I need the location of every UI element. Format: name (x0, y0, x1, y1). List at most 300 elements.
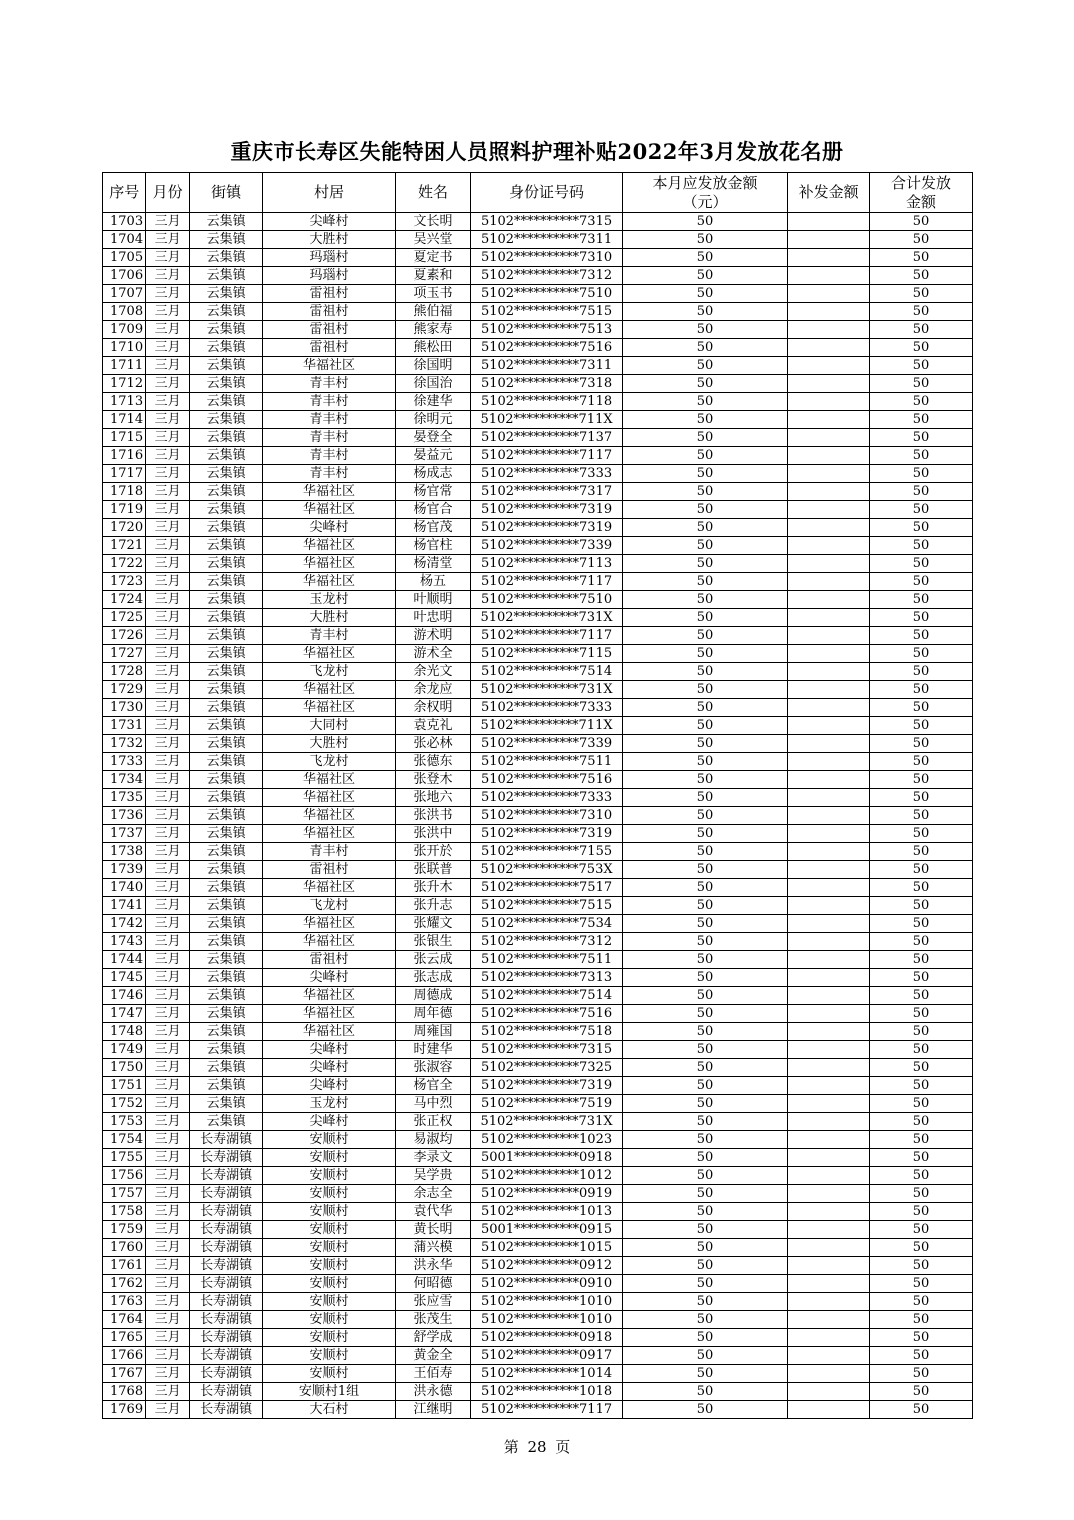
month-cell: 三月 (146, 1329, 189, 1347)
village-cell: 青丰村 (263, 411, 395, 429)
id-number-cell: 5102**********1012 (471, 1167, 622, 1185)
serial-cell: 1750 (103, 1059, 146, 1077)
month-cell: 三月 (146, 771, 189, 789)
town-cell: 长寿湖镇 (189, 1149, 263, 1167)
total-amount-cell: 50 (870, 213, 973, 231)
monthly-amount-cell: 50 (622, 1077, 788, 1095)
town-cell: 云集镇 (189, 483, 263, 501)
table-row (103, 249, 973, 267)
month-cell: 三月 (146, 1095, 189, 1113)
month-cell: 三月 (146, 969, 189, 987)
id-number-cell: 5102**********7511 (471, 753, 622, 771)
monthly-amount-cell: 50 (622, 807, 788, 825)
village-cell: 雷祖村 (263, 951, 395, 969)
id-number-cell: 5102**********7319 (471, 501, 622, 519)
table-row (103, 1041, 973, 1059)
serial-cell: 1767 (103, 1365, 146, 1383)
town-cell: 云集镇 (189, 627, 263, 645)
table-row (103, 1365, 973, 1383)
monthly-amount-cell: 50 (622, 573, 788, 591)
monthly-amount-cell: 50 (622, 681, 788, 699)
id-number-cell: 5102**********1010 (471, 1293, 622, 1311)
name-cell: 余志全 (395, 1185, 471, 1203)
monthly-amount-cell: 50 (622, 969, 788, 987)
village-cell: 青丰村 (263, 393, 395, 411)
total-amount-cell: 50 (870, 393, 973, 411)
total-amount-cell: 50 (870, 1077, 973, 1095)
supplement-amount-cell (788, 645, 870, 663)
header-cell-name: 姓名 (395, 173, 471, 213)
village-cell: 安顺村 (263, 1329, 395, 1347)
supplement-amount-cell (788, 843, 870, 861)
id-number-cell: 5102**********731X (471, 681, 622, 699)
village-cell: 华福社区 (263, 555, 395, 573)
village-cell: 安顺村 (263, 1221, 395, 1239)
town-cell: 云集镇 (189, 933, 263, 951)
table-row (103, 1383, 973, 1401)
town-cell: 长寿湖镇 (189, 1401, 263, 1419)
town-cell: 云集镇 (189, 267, 263, 285)
total-amount-cell: 50 (870, 411, 973, 429)
town-cell: 云集镇 (189, 213, 263, 231)
village-cell: 华福社区 (263, 1023, 395, 1041)
serial-cell: 1733 (103, 753, 146, 771)
town-cell: 云集镇 (189, 339, 263, 357)
month-cell: 三月 (146, 591, 189, 609)
month-cell: 三月 (146, 1149, 189, 1167)
header-cell-supplement-amount: 补发金额 (788, 173, 870, 213)
monthly-amount-cell: 50 (622, 231, 788, 249)
name-cell: 叶忠明 (395, 609, 471, 627)
total-amount-cell: 50 (870, 1293, 973, 1311)
town-cell: 云集镇 (189, 969, 263, 987)
total-amount-cell: 50 (870, 1167, 973, 1185)
total-amount-cell: 50 (870, 537, 973, 555)
town-cell: 云集镇 (189, 1059, 263, 1077)
name-cell: 夏素和 (395, 267, 471, 285)
village-cell: 尖峰村 (263, 1077, 395, 1095)
id-number-cell: 5102**********7515 (471, 303, 622, 321)
month-cell: 三月 (146, 843, 189, 861)
monthly-amount-cell: 50 (622, 897, 788, 915)
serial-cell: 1755 (103, 1149, 146, 1167)
supplement-amount-cell (788, 375, 870, 393)
village-cell: 华福社区 (263, 573, 395, 591)
village-cell: 青丰村 (263, 375, 395, 393)
month-cell: 三月 (146, 1347, 189, 1365)
table-row (103, 519, 973, 537)
town-cell: 长寿湖镇 (189, 1365, 263, 1383)
month-cell: 三月 (146, 483, 189, 501)
header-cell-total-amount: 合计发放 金额 (870, 173, 973, 213)
total-amount-cell: 50 (870, 951, 973, 969)
id-number-cell: 5102**********0912 (471, 1257, 622, 1275)
header-cell-village: 村居 (263, 173, 395, 213)
monthly-amount-cell: 50 (622, 465, 788, 483)
total-amount-cell: 50 (870, 267, 973, 285)
village-cell: 尖峰村 (263, 969, 395, 987)
name-cell: 易淑均 (395, 1131, 471, 1149)
town-cell: 长寿湖镇 (189, 1167, 263, 1185)
total-amount-cell: 50 (870, 609, 973, 627)
id-number-cell: 5102**********7517 (471, 879, 622, 897)
total-amount-cell: 50 (870, 285, 973, 303)
table-row (103, 933, 973, 951)
serial-cell: 1717 (103, 465, 146, 483)
name-cell: 张登木 (395, 771, 471, 789)
monthly-amount-cell: 50 (622, 789, 788, 807)
village-cell: 青丰村 (263, 843, 395, 861)
monthly-amount-cell: 50 (622, 1347, 788, 1365)
total-amount-cell: 50 (870, 897, 973, 915)
village-cell: 玛瑙村 (263, 249, 395, 267)
serial-cell: 1768 (103, 1383, 146, 1401)
id-number-cell: 5102**********7117 (471, 573, 622, 591)
monthly-amount-cell: 50 (622, 339, 788, 357)
total-amount-cell: 50 (870, 591, 973, 609)
total-amount-cell: 50 (870, 645, 973, 663)
monthly-amount-cell: 50 (622, 843, 788, 861)
name-cell: 吴学贵 (395, 1167, 471, 1185)
table-row (103, 213, 973, 231)
month-cell: 三月 (146, 555, 189, 573)
serial-cell: 1763 (103, 1293, 146, 1311)
supplement-amount-cell (788, 483, 870, 501)
table-row (103, 1203, 973, 1221)
village-cell: 飞龙村 (263, 897, 395, 915)
month-cell: 三月 (146, 375, 189, 393)
table-row (103, 951, 973, 969)
monthly-amount-cell: 50 (622, 447, 788, 465)
serial-cell: 1711 (103, 357, 146, 375)
monthly-amount-cell: 50 (622, 627, 788, 645)
month-cell: 三月 (146, 627, 189, 645)
table-row (103, 609, 973, 627)
village-cell: 雷祖村 (263, 303, 395, 321)
id-number-cell: 5102**********7519 (471, 1095, 622, 1113)
village-cell: 安顺村 (263, 1347, 395, 1365)
id-number-cell: 5102**********7313 (471, 969, 622, 987)
id-number-cell: 5102**********7315 (471, 1041, 622, 1059)
monthly-amount-cell: 50 (622, 1329, 788, 1347)
serial-cell: 1714 (103, 411, 146, 429)
name-cell: 夏定书 (395, 249, 471, 267)
town-cell: 云集镇 (189, 609, 263, 627)
supplement-amount-cell (788, 393, 870, 411)
monthly-amount-cell: 50 (622, 1383, 788, 1401)
total-amount-cell: 50 (870, 447, 973, 465)
monthly-amount-cell: 50 (622, 375, 788, 393)
serial-cell: 1727 (103, 645, 146, 663)
village-cell: 大石村 (263, 1401, 395, 1419)
month-cell: 三月 (146, 1113, 189, 1131)
total-amount-cell: 50 (870, 1221, 973, 1239)
supplement-amount-cell (788, 915, 870, 933)
id-number-cell: 5102**********7315 (471, 213, 622, 231)
town-cell: 长寿湖镇 (189, 1275, 263, 1293)
monthly-amount-cell: 50 (622, 663, 788, 681)
total-amount-cell: 50 (870, 753, 973, 771)
total-amount-cell: 50 (870, 1095, 973, 1113)
village-cell: 雷祖村 (263, 339, 395, 357)
town-cell: 云集镇 (189, 555, 263, 573)
table-row (103, 1131, 973, 1149)
month-cell: 三月 (146, 645, 189, 663)
serial-cell: 1724 (103, 591, 146, 609)
name-cell: 王佰寿 (395, 1365, 471, 1383)
supplement-amount-cell (788, 303, 870, 321)
village-cell: 安顺村 (263, 1185, 395, 1203)
supplement-amount-cell (788, 609, 870, 627)
monthly-amount-cell: 50 (622, 393, 788, 411)
total-amount-cell: 50 (870, 1365, 973, 1383)
table-row (103, 627, 973, 645)
town-cell: 云集镇 (189, 735, 263, 753)
month-cell: 三月 (146, 1203, 189, 1221)
id-number-cell: 5102**********7113 (471, 555, 622, 573)
id-number-cell: 5001**********0915 (471, 1221, 622, 1239)
table-row (103, 879, 973, 897)
town-cell: 长寿湖镇 (189, 1239, 263, 1257)
table-row (103, 1221, 973, 1239)
town-cell: 云集镇 (189, 645, 263, 663)
month-cell: 三月 (146, 267, 189, 285)
name-cell: 黄长明 (395, 1221, 471, 1239)
total-amount-cell: 50 (870, 339, 973, 357)
month-cell: 三月 (146, 249, 189, 267)
month-cell: 三月 (146, 663, 189, 681)
supplement-amount-cell (788, 213, 870, 231)
total-amount-cell: 50 (870, 1257, 973, 1275)
supplement-amount-cell (788, 1239, 870, 1257)
name-cell: 徐明元 (395, 411, 471, 429)
supplement-amount-cell (788, 969, 870, 987)
document-title: 重庆市长寿区失能特困人员照料护理补贴2022年3月发放花名册 (230, 139, 844, 164)
town-cell: 云集镇 (189, 897, 263, 915)
serial-cell: 1726 (103, 627, 146, 645)
serial-cell: 1745 (103, 969, 146, 987)
id-number-cell: 5102**********1014 (471, 1365, 622, 1383)
total-amount-cell: 50 (870, 825, 973, 843)
village-cell: 华福社区 (263, 537, 395, 555)
id-number-cell: 5102**********0919 (471, 1185, 622, 1203)
name-cell: 张耀文 (395, 915, 471, 933)
supplement-amount-cell (788, 1347, 870, 1365)
name-cell: 张洪中 (395, 825, 471, 843)
village-cell: 飞龙村 (263, 663, 395, 681)
supplement-amount-cell (788, 465, 870, 483)
town-cell: 长寿湖镇 (189, 1311, 263, 1329)
table-row (103, 1113, 973, 1131)
total-amount-cell: 50 (870, 627, 973, 645)
month-cell: 三月 (146, 1077, 189, 1095)
month-cell: 三月 (146, 1059, 189, 1077)
serial-cell: 1725 (103, 609, 146, 627)
village-cell: 玛瑙村 (263, 267, 395, 285)
name-cell: 晏登全 (395, 429, 471, 447)
monthly-amount-cell: 50 (622, 915, 788, 933)
id-number-cell: 5102**********711X (471, 717, 622, 735)
supplement-amount-cell (788, 447, 870, 465)
name-cell: 杨官全 (395, 1077, 471, 1095)
name-cell: 张茂生 (395, 1311, 471, 1329)
table-row (103, 987, 973, 1005)
total-amount-cell: 50 (870, 1383, 973, 1401)
total-amount-cell: 50 (870, 1401, 973, 1419)
village-cell: 青丰村 (263, 447, 395, 465)
table-row (103, 1023, 973, 1041)
serial-cell: 1706 (103, 267, 146, 285)
table-row (103, 699, 973, 717)
month-cell: 三月 (146, 429, 189, 447)
village-cell: 飞龙村 (263, 753, 395, 771)
serial-cell: 1723 (103, 573, 146, 591)
monthly-amount-cell: 50 (622, 735, 788, 753)
serial-cell: 1751 (103, 1077, 146, 1095)
month-cell: 三月 (146, 1401, 189, 1419)
total-amount-cell: 50 (870, 321, 973, 339)
month-cell: 三月 (146, 933, 189, 951)
table-row (103, 321, 973, 339)
total-amount-cell: 50 (870, 1005, 973, 1023)
month-cell: 三月 (146, 1185, 189, 1203)
supplement-amount-cell (788, 879, 870, 897)
table-row (103, 717, 973, 735)
table-row (103, 1059, 973, 1077)
supplement-amount-cell (788, 573, 870, 591)
town-cell: 长寿湖镇 (189, 1221, 263, 1239)
monthly-amount-cell: 50 (622, 645, 788, 663)
town-cell: 云集镇 (189, 429, 263, 447)
town-cell: 长寿湖镇 (189, 1203, 263, 1221)
id-number-cell: 5102**********7510 (471, 285, 622, 303)
town-cell: 云集镇 (189, 411, 263, 429)
monthly-amount-cell: 50 (622, 501, 788, 519)
village-cell: 尖峰村 (263, 1041, 395, 1059)
total-amount-cell: 50 (870, 933, 973, 951)
total-amount-cell: 50 (870, 1113, 973, 1131)
monthly-amount-cell: 50 (622, 933, 788, 951)
monthly-amount-cell: 50 (622, 1023, 788, 1041)
page-number: 第 28 页 (503, 1438, 571, 1456)
town-cell: 云集镇 (189, 1041, 263, 1059)
monthly-amount-cell: 50 (622, 1203, 788, 1221)
serial-cell: 1730 (103, 699, 146, 717)
monthly-amount-cell: 50 (622, 555, 788, 573)
id-number-cell: 5102**********7319 (471, 825, 622, 843)
supplement-amount-cell (788, 1311, 870, 1329)
village-cell: 华福社区 (263, 807, 395, 825)
monthly-amount-cell: 50 (622, 1257, 788, 1275)
month-cell: 三月 (146, 519, 189, 537)
id-number-cell: 5102**********711X (471, 411, 622, 429)
serial-cell: 1716 (103, 447, 146, 465)
serial-cell: 1764 (103, 1311, 146, 1329)
id-number-cell: 5102**********7333 (471, 699, 622, 717)
month-cell: 三月 (146, 1131, 189, 1149)
name-cell: 吴兴堂 (395, 231, 471, 249)
village-cell: 大胜村 (263, 609, 395, 627)
id-number-cell: 5102**********7115 (471, 645, 622, 663)
name-cell: 张联普 (395, 861, 471, 879)
supplement-amount-cell (788, 1005, 870, 1023)
month-cell: 三月 (146, 879, 189, 897)
table-row (103, 267, 973, 285)
total-amount-cell: 50 (870, 879, 973, 897)
town-cell: 云集镇 (189, 285, 263, 303)
total-amount-cell: 50 (870, 1149, 973, 1167)
total-amount-cell: 50 (870, 357, 973, 375)
supplement-amount-cell (788, 825, 870, 843)
serial-cell: 1740 (103, 879, 146, 897)
supplement-amount-cell (788, 681, 870, 699)
supplement-amount-cell (788, 1401, 870, 1419)
monthly-amount-cell: 50 (622, 321, 788, 339)
table-body (103, 213, 973, 1419)
id-number-cell: 5102**********731X (471, 609, 622, 627)
month-cell: 三月 (146, 357, 189, 375)
supplement-amount-cell (788, 1149, 870, 1167)
month-cell: 三月 (146, 609, 189, 627)
id-number-cell: 5102**********7117 (471, 1401, 622, 1419)
monthly-amount-cell: 50 (622, 267, 788, 285)
id-number-cell: 5102**********7513 (471, 321, 622, 339)
serial-cell: 1732 (103, 735, 146, 753)
monthly-amount-cell: 50 (622, 357, 788, 375)
total-amount-cell: 50 (870, 1239, 973, 1257)
table-row (103, 537, 973, 555)
serial-cell: 1756 (103, 1167, 146, 1185)
table-row (103, 807, 973, 825)
month-cell: 三月 (146, 789, 189, 807)
name-cell: 熊松田 (395, 339, 471, 357)
serial-cell: 1752 (103, 1095, 146, 1113)
village-cell: 华福社区 (263, 1005, 395, 1023)
supplement-amount-cell (788, 1275, 870, 1293)
id-number-cell: 5102**********7312 (471, 933, 622, 951)
header-cell-id-number: 身份证号码 (471, 173, 622, 213)
id-number-cell: 5102**********7534 (471, 915, 622, 933)
village-cell: 雷祖村 (263, 321, 395, 339)
month-cell: 三月 (146, 1275, 189, 1293)
village-cell: 青丰村 (263, 627, 395, 645)
monthly-amount-cell: 50 (622, 1239, 788, 1257)
village-cell: 安顺村 (263, 1257, 395, 1275)
total-amount-cell: 50 (870, 375, 973, 393)
month-cell: 三月 (146, 951, 189, 969)
serial-cell: 1762 (103, 1275, 146, 1293)
name-cell: 张正权 (395, 1113, 471, 1131)
town-cell: 长寿湖镇 (189, 1131, 263, 1149)
id-number-cell: 5102**********0910 (471, 1275, 622, 1293)
name-cell: 徐国治 (395, 375, 471, 393)
town-cell: 云集镇 (189, 537, 263, 555)
supplement-amount-cell (788, 699, 870, 717)
town-cell: 云集镇 (189, 303, 263, 321)
id-number-cell: 5102**********7339 (471, 537, 622, 555)
total-amount-cell: 50 (870, 231, 973, 249)
village-cell: 玉龙村 (263, 591, 395, 609)
id-number-cell: 5102**********1023 (471, 1131, 622, 1149)
serial-cell: 1742 (103, 915, 146, 933)
table-row (103, 1293, 973, 1311)
town-cell: 云集镇 (189, 915, 263, 933)
id-number-cell: 5102**********7516 (471, 771, 622, 789)
name-cell: 袁代华 (395, 1203, 471, 1221)
name-cell: 时建华 (395, 1041, 471, 1059)
town-cell: 云集镇 (189, 825, 263, 843)
serial-cell: 1735 (103, 789, 146, 807)
